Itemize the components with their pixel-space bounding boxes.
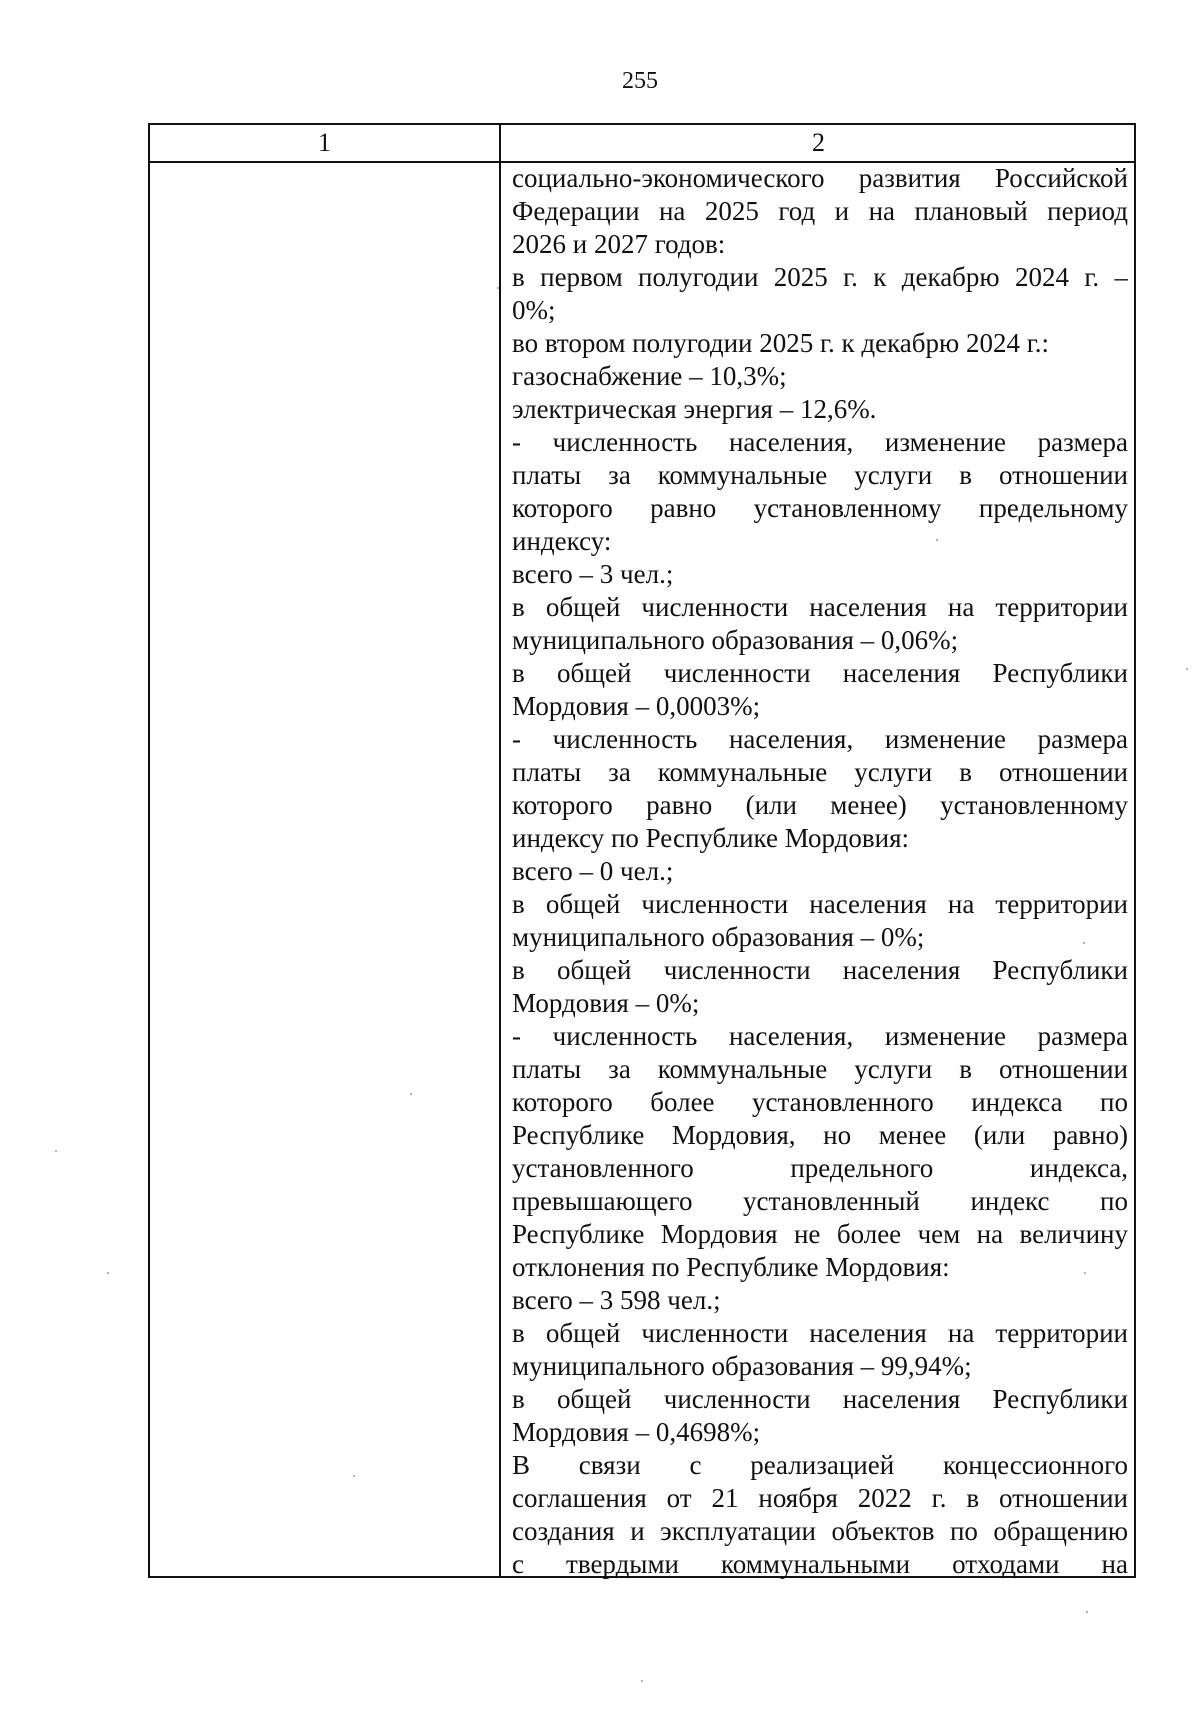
table-header-row [150,125,1134,163]
text-line: с твердыми коммунальными отходами на [512,1549,1128,1579]
text-line: соглашения от 21 ноября 2022 г. в отношении [512,1483,1128,1513]
scan-speck [410,1093,412,1095]
scan-speck [353,1475,355,1477]
text-line: всего – 3 чел.; [512,559,674,589]
text-line: в общей численности населения Республики [512,1384,1128,1414]
text-line: превышающего установленный индекс по [512,1186,1128,1216]
text-line: в общей численности населения на территории [512,889,1128,919]
text-line: 0%; [512,295,556,325]
text-line: создания и эксплуатации объектов по обращению [512,1516,1128,1546]
text-line: Республике Мордовия, но менее (или равно) [512,1120,1128,1150]
text-line: 2026 и 2027 годов: [512,229,726,259]
text-line: платы за коммунальные услуги в отношении [512,757,1128,787]
text-line: в общей численности населения Республики [512,658,1128,688]
text-line: в общей численности населения на территории [512,592,1128,622]
scan-speck [1083,942,1085,944]
scan-speck [1086,1611,1088,1613]
text-line: в общей численности населения Республики [512,955,1128,985]
text-line: установленного предельного индекса, [512,1153,1128,1183]
text-line: которого равно установленному предельному [512,493,1128,523]
text-line: - численность населения, изменение размера [512,1021,1128,1051]
scan-speck [497,287,499,289]
text-line: газоснабжение – 10,3%; [512,361,787,391]
scan-speck [936,539,938,541]
column-1-header: 1 [318,128,331,157]
text-line: всего – 0 чел.; [512,856,674,886]
scan-speck [1084,1272,1086,1274]
text-line: Федерации на 2025 год и на плановый период [512,196,1128,226]
text-line: муниципального образования – 0,06%; [512,625,959,655]
text-line: которого более установленного индекса по [512,1087,1128,1117]
text-line: электрическая энергия – 12,6%. [512,394,877,424]
text-line: Мордовия – 0,0003%; [512,691,761,721]
page-number: 255 [622,68,658,94]
text-line: В связи с реализацией концессионного [512,1450,1128,1480]
scan-speck [641,1680,643,1682]
text-line: во втором полугодии 2025 г. к декабрю 2024 г.: [512,328,1049,358]
text-line: индексу: [512,526,612,556]
text-line: - численность населения, изменение размера [512,427,1128,457]
text-line: Республике Мордовия не более чем на величину [512,1219,1128,1249]
text-line: социально-экономического развития Российской [512,163,1128,193]
document-table [148,123,1136,1578]
column-2-header: 2 [812,128,825,157]
column-divider [499,125,501,1576]
text-line: Мордовия – 0%; [512,988,700,1018]
text-line: в первом полугодии 2025 г. к декабрю 2024 г. – [512,262,1128,292]
scan-speck [107,1272,109,1274]
text-line: индексу по Республике Мордовия: [512,823,910,853]
scan-speck [1186,668,1188,670]
text-line: Мордовия – 0,4698%; [512,1417,761,1447]
column-2-content [512,162,1128,1581]
text-line: муниципального образования – 0%; [512,922,925,952]
scan-speck [55,1150,57,1152]
text-line: которого равно (или менее) установленному [512,790,1128,820]
text-line: платы за коммунальные услуги в отношении [512,460,1128,490]
text-line: платы за коммунальные услуги в отношении [512,1054,1128,1084]
text-line: в общей численности населения на территории [512,1318,1128,1348]
text-line: отклонения по Республике Мордовия: [512,1252,950,1282]
text-line: - численность населения, изменение размера [512,724,1128,754]
text-line: всего – 3 598 чел.; [512,1285,721,1315]
text-line: муниципального образования – 99,94%; [512,1351,972,1381]
